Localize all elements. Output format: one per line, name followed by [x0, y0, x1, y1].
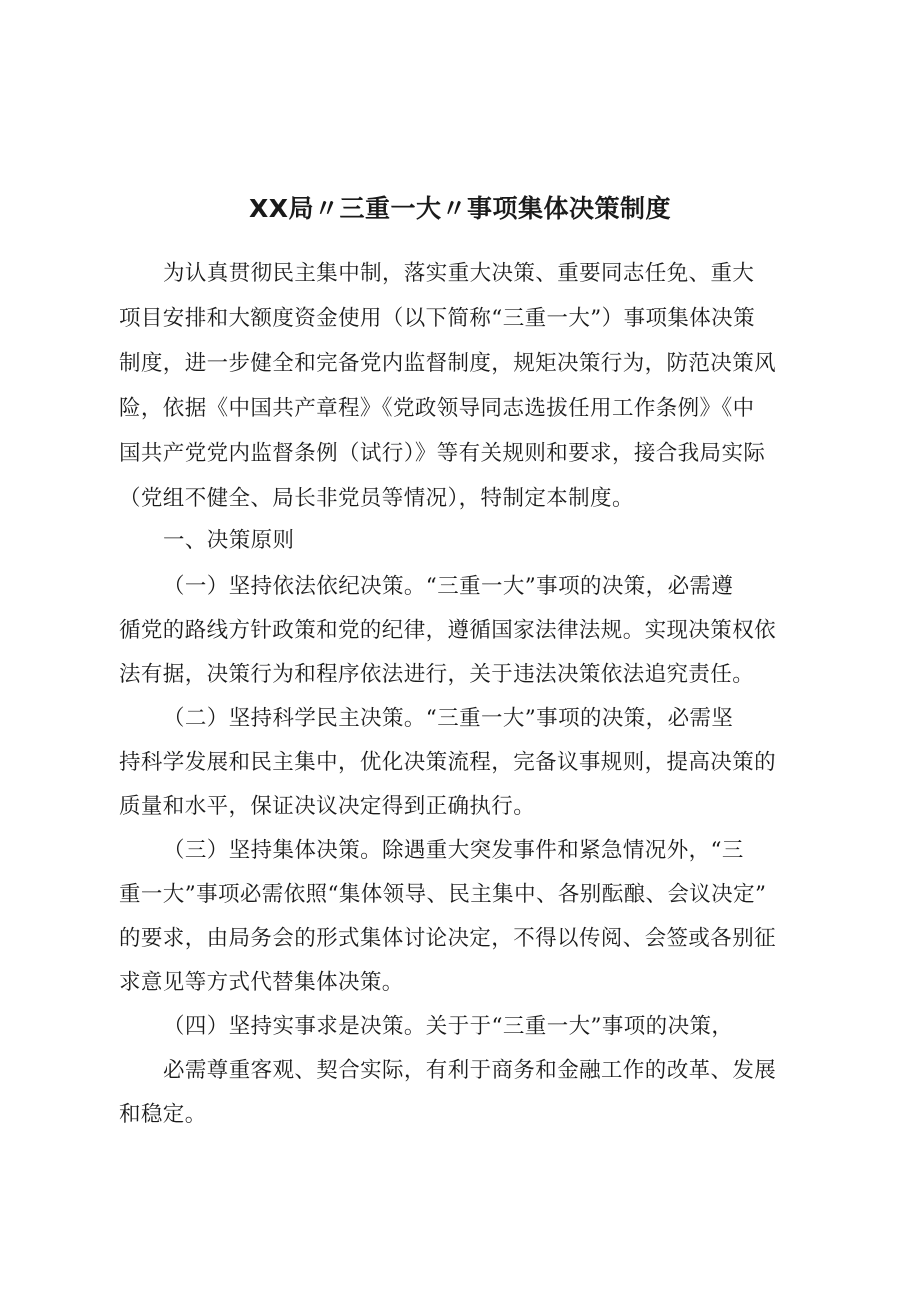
paragraph-line: 险，依据《中国共产章程》《党政领导同志选拔任用工作条例》《中: [119, 396, 755, 421]
paragraph-line: （四）坚持实事求是决策。关于于“三重一大”事项的决策，: [163, 1014, 734, 1039]
paragraph-line: 制度，进一步健全和完备党内监督制度，规矩决策行为，防范决策风: [119, 351, 777, 376]
paragraph-line: 求意见等方式代替集体决策。: [119, 970, 404, 995]
paragraph-line: （一）坚持依法依纪决策。“三重一大”事项的决策，必需遵: [163, 574, 734, 599]
paragraph-line: 和稳定。: [119, 1102, 207, 1127]
paragraph-line: 重一大”事项必需依照“集体领导、民主集中、各别酝酿、会议决定”: [119, 882, 767, 907]
paragraph-line: 质量和水平，保证决议决定得到正确执行。: [119, 794, 536, 819]
paragraph-line: 国共产党党内监督条例（试行）》等有关规则和要求，接合我局实际: [119, 441, 766, 466]
paragraph-line: 循党的路线方针政策和党的纪律，遵循国家法律法规。实现决策权依: [119, 618, 777, 643]
paragraph-line: 必需尊重客观、契合实际，有利于商务和金融工作的改革、发展: [163, 1058, 777, 1083]
paragraph-line: 项目安排和大额度资金使用（以下简称“三重一大”）事项集体决策: [119, 306, 755, 331]
paragraph-line: （三）坚持集体决策。除遇重大突发事件和紧急情况外，“三: [163, 838, 744, 863]
paragraph-line: 持科学发展和民主集中，优化决策流程，完备议事规则，提高决策的: [119, 750, 777, 775]
paragraph-line: （二）坚持科学民主决策。“三重一大”事项的决策，必需坚: [163, 706, 734, 731]
paragraph-line: 的要求，由局务会的形式集体讨论决定，不得以传阅、会签或各别征: [119, 926, 777, 951]
section-heading: 一、决策原则: [163, 528, 295, 553]
document-title: XX局〃三重一大〃事项集体决策制度: [248, 194, 672, 223]
paragraph-line: 为认真贯彻民主集中制，落实重大决策、重要同志任免、重大: [163, 261, 755, 286]
paragraph-line: 法有据，决策行为和程序依法进行，关于违法决策依法追究责任。: [119, 662, 755, 687]
paragraph-line: （党组不健全、局长非党员等情况），特制定本制度。: [119, 486, 634, 511]
